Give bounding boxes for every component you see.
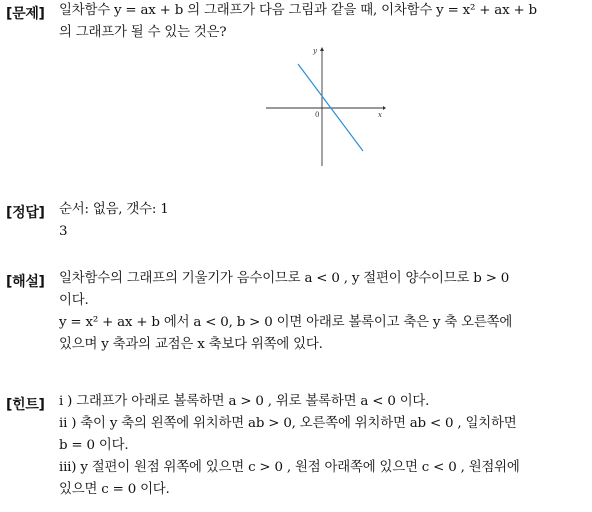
graph-svg (266, 44, 386, 166)
x-axis-arrow (383, 106, 386, 110)
answer-line-2: 3 (59, 224, 68, 239)
explanation-line-2: 이다. (59, 293, 89, 308)
y-axis-label: y (313, 47, 317, 55)
problem-line-1: 일차함수 y = ax + b 의 그래프가 다음 그림과 같을 때, 이차함수 y = x² + ax + b (59, 3, 537, 18)
answer-text (59, 199, 589, 243)
y-axis-arrow (320, 47, 324, 51)
explanation-tag: [해설] (6, 274, 45, 290)
hint-text (59, 391, 589, 501)
hint-line-2: ii ) 축이 y 축의 왼쪽에 위치하면 ab > 0, 오른쪽에 위치하면 ab < 0 , 일치하면 (59, 416, 517, 431)
hint-line-1: i ) 그래프가 아래로 볼록하면 a > 0 , 위로 볼록하면 a < 0 이다. (59, 394, 430, 409)
explanation-line-4: 있으며 y 축과의 교점은 x 축보다 위쪽에 있다. (59, 337, 323, 352)
function-line (298, 64, 363, 151)
answer-tag: [정답] (6, 205, 45, 221)
problem-text (59, 0, 589, 44)
explanation-line-1: 일차함수의 그래프의 기울기가 음수이므로 a < 0 , y 절편이 양수이므로 b > 0 (59, 271, 510, 286)
linear-function-graph (266, 44, 386, 166)
hint-line-4: iii) y 절편이 원점 위쪽에 있으면 c > 0 , 원점 아래쪽에 있으면 c < 0 , 원점위에 (59, 460, 520, 475)
problem-tag: [문제] (6, 6, 45, 22)
explanation-text (59, 268, 589, 356)
origin-label: 0 (315, 111, 320, 119)
hint-tag: [힌트] (6, 397, 45, 413)
hint-line-3: b = 0 이다. (59, 438, 129, 453)
explanation-line-3: y = x² + ax + b 에서 a < 0, b > 0 이면 아래로 볼록이고 축은 y 축 오른쪽에 (59, 315, 513, 330)
hint-line-5: 있으면 c = 0 이다. (59, 482, 170, 497)
problem-line-2: 의 그래프가 될 수 있는 것은? (59, 25, 227, 40)
x-axis-label: x (378, 111, 382, 119)
answer-line-1: 순서: 없음, 갯수: 1 (59, 202, 169, 217)
